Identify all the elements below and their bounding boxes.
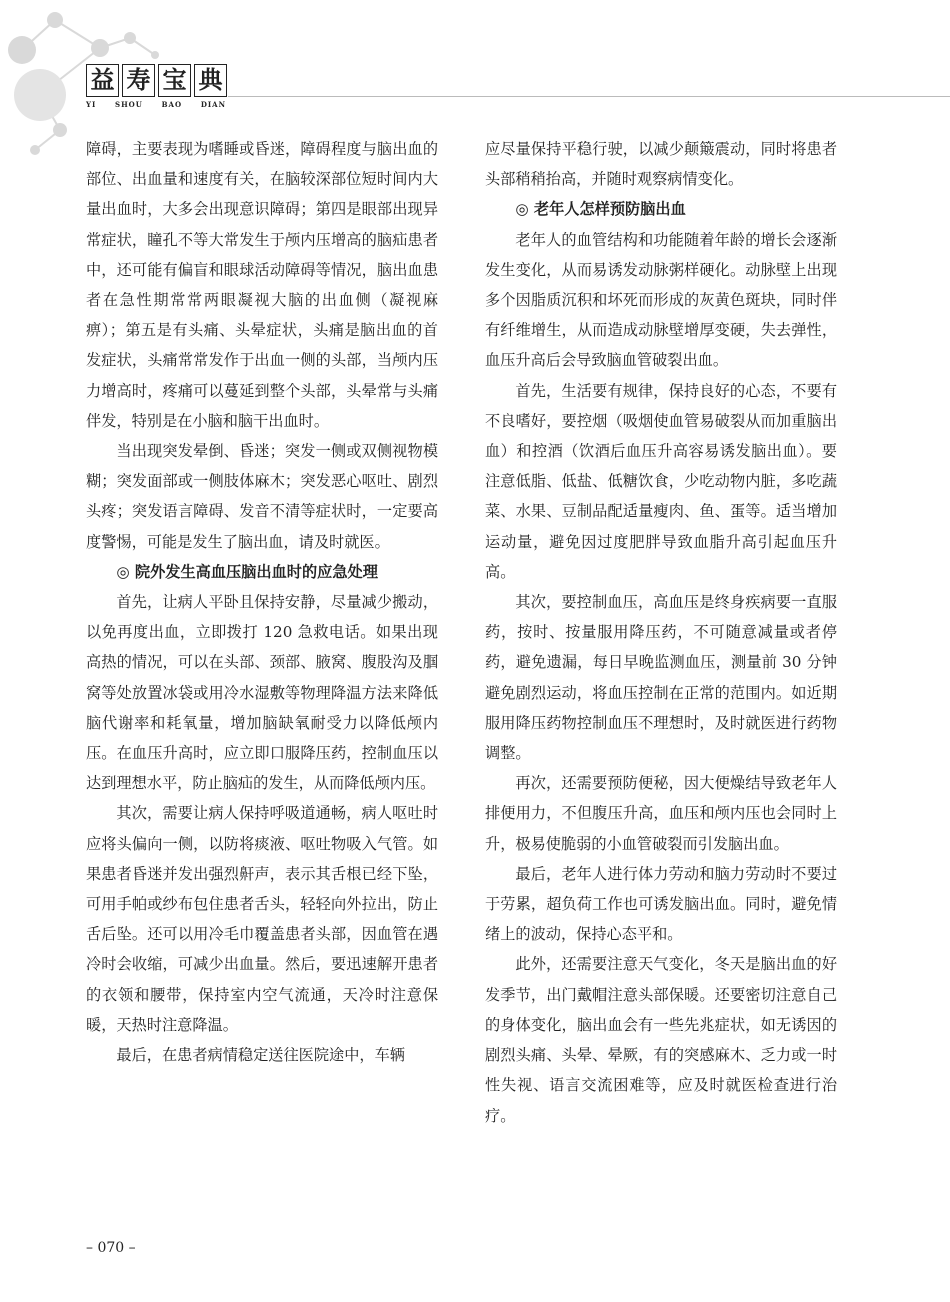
brand-char-1: 益 <box>86 64 119 97</box>
paragraph: 应尽量保持平稳行驶，以减少颠簸震动，同时将患者头部稍稍抬高，并随时观察病情变化。 <box>485 140 837 189</box>
paragraph: 障碍，主要表现为嗜睡或昏迷，障碍程度与脑出血的部位、出血量和速度有关，在脑较深部位短时间内大量出血时，大多会出现意识障碍；第四是眼部出现异常症状，瞳孔不等大常发生于颅内压增高的脑疝患者中，还可能有偏盲和眼球活动障碍等情况，脑出血患者在急性期常常两眼凝视大脑的出血侧（凝视麻痹）；第五是有头痛、头晕症状，头痛是脑出血的首发症状，头痛常常发作于出血一侧的头部，当颅内压力增高时，疼痛可以蔓延到整个头部，头晕常与头痛伴发，特别是在小脑和脑干出血时。 <box>86 140 438 430</box>
paragraph: 再次，还需要预防便秘，因大便燥结导致老年人排便用力，不但腹压升高，血压和颅内压也会同时上升，极易使脆弱的小血管破裂而引发脑出血。 <box>485 774 837 853</box>
section-heading: ◎ 老年人怎样预防脑出血 <box>515 200 686 219</box>
header-rule <box>228 96 950 97</box>
paragraph: 首先，生活要有规律，保持良好的心态，不要有不良嗜好，要控烟（吸烟使血管易破裂从而加重脑出血）和控酒（饮酒后血压升高容易诱发脑出血）。要注意低脂、低盐、低糖饮食，少吃动物内脏，多吃蔬菜、水果、豆制品配适量瘦肉、鱼、蛋等。适当增加运动量，避免因过度肥胖导致血脂升高引起血压升高。 <box>485 381 837 581</box>
brand-pinyin <box>86 100 226 109</box>
section-heading: ◎ 院外发生高血压脑出血时的应急处理 <box>116 562 378 581</box>
paragraph: 首先，让病人平卧且保持安静，尽量减少搬动，以免再度出血，立即拨打 120 急救电话。如果出现高热的情况，可以在头部、颈部、腋窝、腹股沟及腘窝等处放置冰袋或用冷水湿敷等物理降温方法来降低脑代谢率和耗氧量，增加脑缺氧耐受力以降低颅内压。在血压升高时，应立即口服降压药，控制血压以达到理想水平，防止脑疝的发生，从而降低颅内压。 <box>86 593 438 793</box>
pinyin-3: BAO <box>161 100 183 109</box>
left-column <box>86 134 438 1070</box>
paragraph: 最后，老年人进行体力劳动和脑力劳动时不要过于劳累，超负荷工作也可诱发脑出血。同时，避免情绪上的波动，保持心态平和。 <box>485 864 837 944</box>
brand-char-2: 寿 <box>122 64 155 97</box>
right-column <box>485 134 837 1131</box>
paragraph: 最后，在患者病情稳定送往医院途中，车辆 <box>116 1046 405 1065</box>
brand-char-3: 宝 <box>158 64 191 97</box>
pinyin-4: DIAN <box>200 100 226 109</box>
paragraph: 老年人的血管结构和功能随着年龄的增长会逐渐发生变化，从而易诱发动脉粥样硬化。动脉壁上出现多个因脂质沉积和坏死而形成的灰黄色斑块，同时伴有纤维增生，从而造成动脉壁增厚变硬，失去弹性，血压升高后会导致脑血管破裂出血。 <box>485 230 837 370</box>
pinyin-1: YI <box>86 100 97 109</box>
brand-char-4: 典 <box>194 64 227 97</box>
paragraph: 此外，还需要注意天气变化，冬天是脑出血的好发季节，出门戴帽注意头部保暖。还要密切注意自己的身体变化，脑出血会有一些先兆症状，如无诱因的剧烈头痛、头晕、晕厥，有的突感麻木、乏力或一时性失视、语言交流困难等，应及时就医检查进行治疗。 <box>485 955 837 1125</box>
paragraph: 当出现突发晕倒、昏迷；突发一侧或双侧视物模糊；突发面部或一侧肢体麻木；突发恶心呕吐、剧烈头疼；突发语言障碍、发音不清等症状时，一定要高度警惕，可能是发生了脑出血，请及时就医。 <box>86 442 438 551</box>
brand-title <box>86 64 227 97</box>
paragraph: 其次，需要让病人保持呼吸道通畅，病人呕吐时应将头偏向一侧，以防将痰液、呕吐物吸入气管。如果患者昏迷并发出强烈鼾声，表示其舌根已经下坠，可用手帕或纱布包住患者舌头，轻轻向外拉出，防止舌后坠。还可以用冷毛巾覆盖患者头部，因血管在遇冷时会收缩，可减少出血量。然后，要迅速解开患者的衣领和腰带，保持室内空气流通，天冷时注意保暖，天热时注意降温。 <box>86 804 438 1034</box>
pinyin-2: SHOU <box>115 100 143 109</box>
page-number: – 070 – <box>86 1240 136 1256</box>
paragraph: 其次，要控制血压，高血压是终身疾病要一直服药，按时、按量服用降压药，不可随意减量或者停药，避免遗漏，每日早晚监测血压，测量前 30 分钟避免剧烈运动，将血压控制在正常的范围内。如近期服用降压药物控制血压不理想时，及时就医进行药物调整。 <box>485 593 837 763</box>
